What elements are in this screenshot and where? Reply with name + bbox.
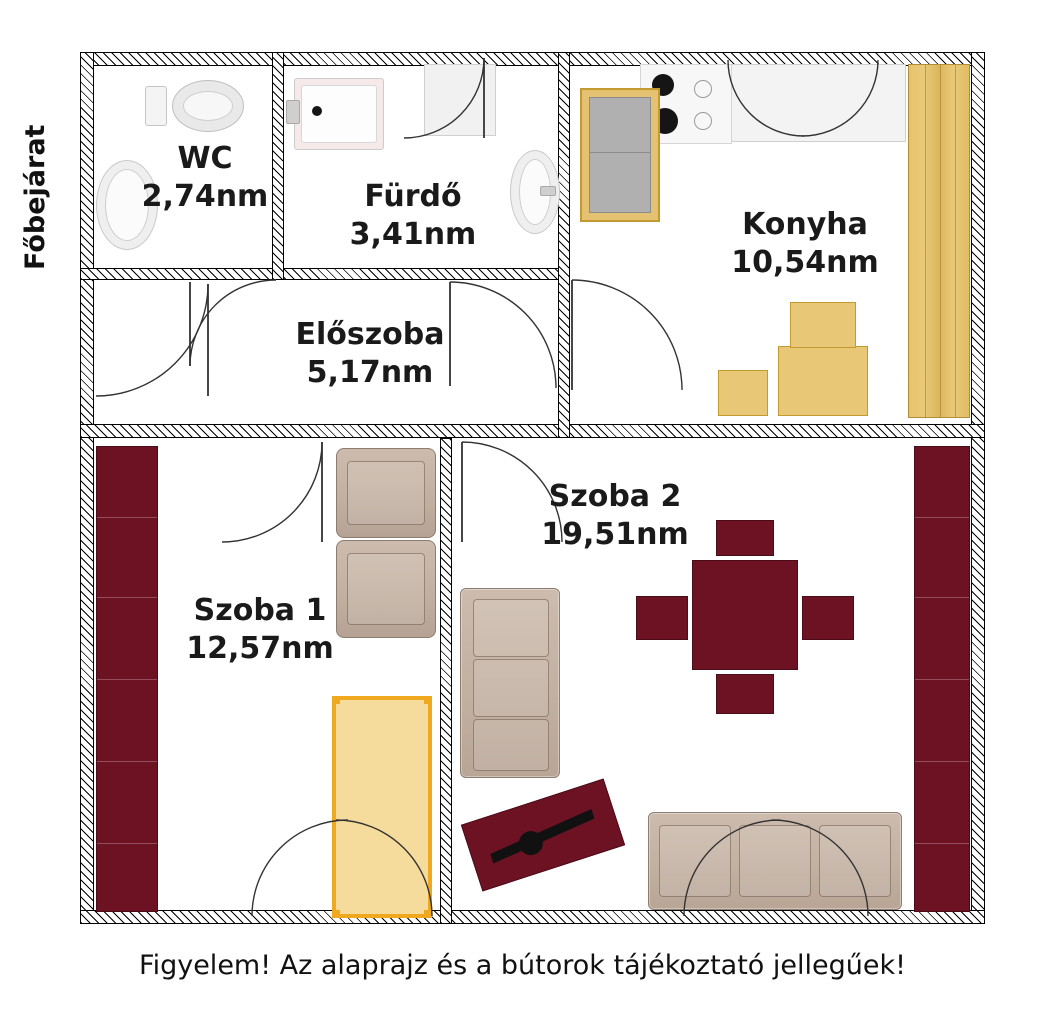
bathroom-sink-tap-icon (540, 186, 556, 196)
room-area-furdo: 3,41nm (349, 216, 477, 252)
fridge (580, 88, 660, 222)
wardrobe-szoba2 (914, 446, 970, 912)
dining-chair-left (636, 596, 688, 640)
room-label-konyha (690, 206, 920, 281)
bathtub (294, 78, 384, 150)
room-area-szoba2: 19,51nm (541, 516, 689, 552)
wall-inner-kitchen (558, 52, 570, 438)
door-hall-to-kitchen (572, 280, 682, 398)
burner-small-2-icon (694, 112, 712, 130)
kitchen-box-medium (790, 302, 856, 348)
door-szoba1-balcony (252, 820, 432, 916)
bathtub-drain-icon (312, 106, 322, 116)
desk-szoba2 (461, 779, 625, 892)
door-kitchen (728, 60, 878, 140)
door-szoba2-balcony (684, 820, 868, 916)
room-name-konyha: Konyha (742, 207, 868, 242)
room-area-konyha: 10,54nm (731, 244, 879, 280)
kitchen-box-small (718, 370, 768, 416)
room-label-szoba2 (500, 478, 730, 553)
wall-left (80, 52, 94, 924)
room-label-wc (120, 140, 290, 215)
dining-table (692, 560, 798, 670)
room-name-szoba2: Szoba 2 (548, 479, 682, 514)
wardrobe-szoba1 (96, 446, 158, 912)
entrance-label: Főbejárat (20, 124, 51, 270)
room-area-wc: 2,74nm (141, 178, 269, 214)
room-label-eloszoba (255, 316, 485, 391)
burner-small-icon (694, 80, 712, 98)
bathtub-tap-icon (286, 100, 300, 124)
sofa-szoba2-left (460, 588, 560, 778)
dining-chair-bottom (716, 674, 774, 714)
room-area-eloszoba: 5,17nm (306, 354, 434, 390)
disclaimer-note: Figyelem! Az alaprajz és a bútorok tájékoztató jellegűek! (139, 950, 906, 981)
room-name-szoba1: Szoba 1 (193, 593, 327, 628)
wall-inner-rooms (440, 438, 452, 924)
room-name-furdo: Fürdő (364, 179, 462, 214)
toilet (172, 80, 244, 132)
wall-right (971, 52, 985, 924)
kitchen-box-large (778, 346, 868, 416)
room-name-wc: WC (177, 141, 233, 176)
room-area-szoba1: 12,57nm (186, 630, 334, 666)
toilet-tank (145, 86, 167, 126)
room-label-furdo (298, 178, 528, 253)
dining-chair-right (802, 596, 854, 640)
wall-inner-hall-bottom (80, 424, 985, 438)
wall-inner-wc-bottom (80, 268, 570, 280)
door-bathroom (404, 58, 484, 140)
room-name-eloszoba: Előszoba (295, 317, 445, 352)
room-label-szoba1 (145, 592, 375, 667)
armchair-1 (336, 448, 436, 538)
door-szoba1 (222, 442, 322, 542)
